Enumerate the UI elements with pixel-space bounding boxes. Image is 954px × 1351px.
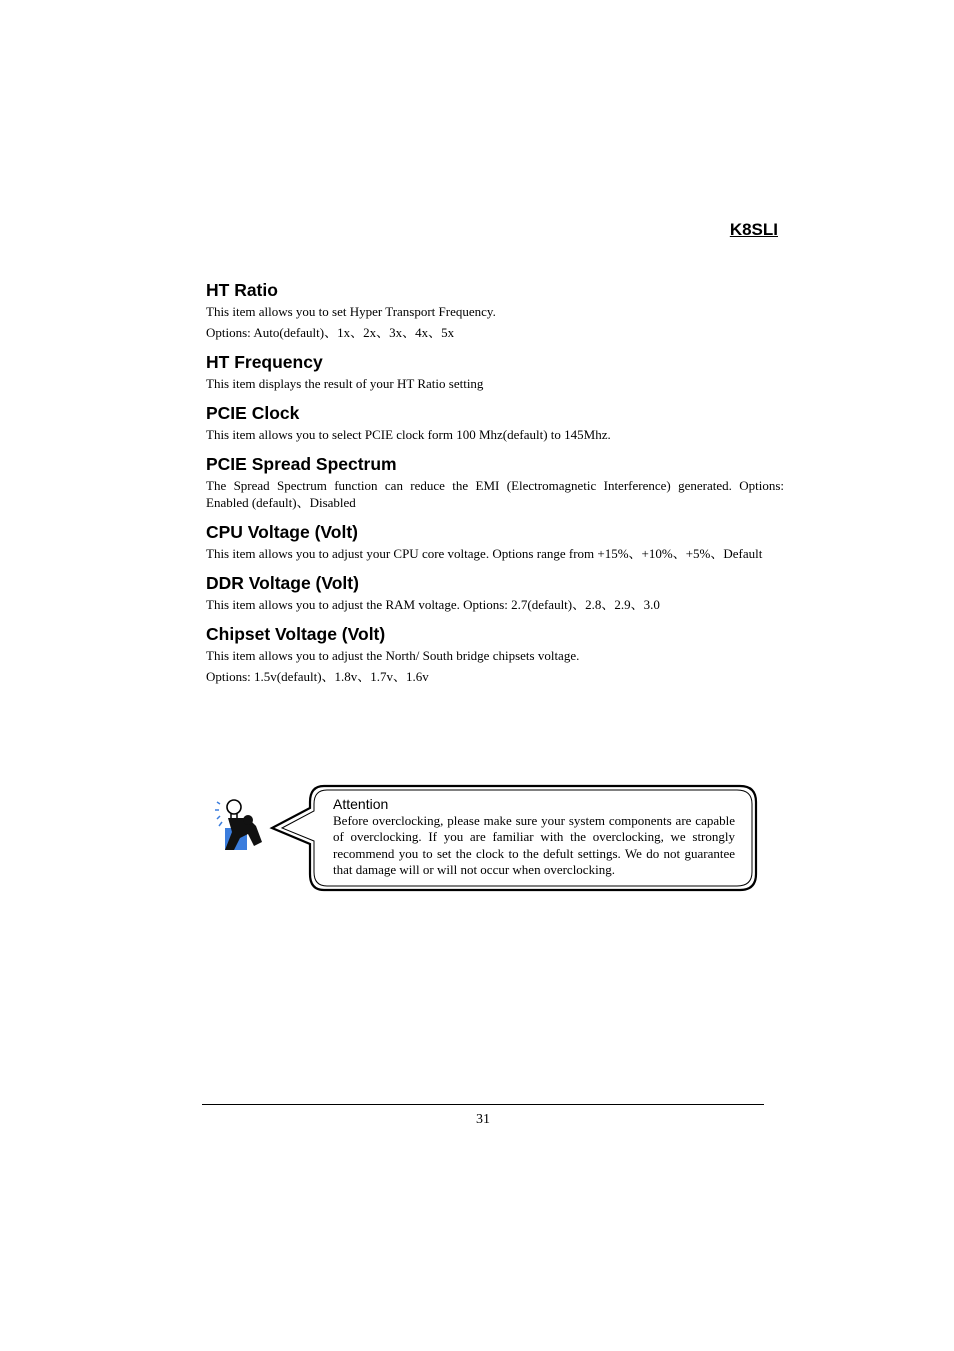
page-number: 31 — [476, 1112, 490, 1127]
bios-settings-list — [206, 279, 784, 695]
section-text: This item allows you to adjust the North/ South bridge chipsets voltage. — [206, 648, 580, 663]
section-title: Chipset Voltage (Volt) — [206, 624, 386, 644]
section-text: This item displays the result of your HT Ratio setting — [206, 376, 484, 391]
footer-rule — [202, 1104, 764, 1105]
section-text: Options: Auto(default)、1x、2x、3x、4x、5x — [206, 325, 455, 340]
section-title: HT Ratio — [206, 280, 278, 300]
section-text: This item allows you to adjust the RAM voltage. Options: 2.7(default)、2.8、2.9、3.0 — [206, 597, 660, 612]
section-text: This item allows you to set Hyper Transport Frequency. — [206, 304, 496, 319]
section-pcie-clock — [206, 402, 784, 443]
section-title: DDR Voltage (Volt) — [206, 573, 359, 593]
section-title: HT Frequency — [206, 352, 323, 372]
attention-body: Before overclocking, please make sure your system components are capable of overclocking. If you are familiar with the overclocking, we strongly recommend you to set the clock to the defult settings. We do not guarantee that damage will or will not occur when overclocking. — [333, 813, 735, 877]
attention-title: Attention — [333, 796, 389, 812]
section-ht-frequency — [206, 351, 784, 392]
section-text: This item allows you to select PCIE clock form 100 Mhz(default) to 145Mhz. — [206, 427, 611, 442]
section-chipset-voltage — [206, 623, 784, 685]
attention-callout — [212, 782, 762, 894]
section-cpu-voltage — [206, 521, 784, 562]
section-text: This item allows you to adjust your CPU core voltage. Options range from +15%、+10%、+5%、Default — [206, 546, 763, 561]
model-name: K8SLI — [729, 220, 778, 239]
lightbulb-thinker-icon — [214, 796, 270, 852]
section-text: Options: 1.5v(default)、1.8v、1.7v、1.6v — [206, 669, 429, 684]
section-text: The Spread Spectrum function can reduce the EMI (Electromagnetic Interference) generated. Options: Enabled (default)、Disabled — [206, 478, 784, 510]
attention-text — [333, 796, 735, 878]
section-ddr-voltage — [206, 572, 784, 613]
section-title: PCIE Clock — [206, 403, 300, 423]
section-ht-ratio — [206, 279, 784, 341]
section-pcie-spread-spectrum — [206, 453, 784, 511]
section-title: PCIE Spread Spectrum — [206, 454, 397, 474]
section-title: CPU Voltage (Volt) — [206, 522, 358, 542]
